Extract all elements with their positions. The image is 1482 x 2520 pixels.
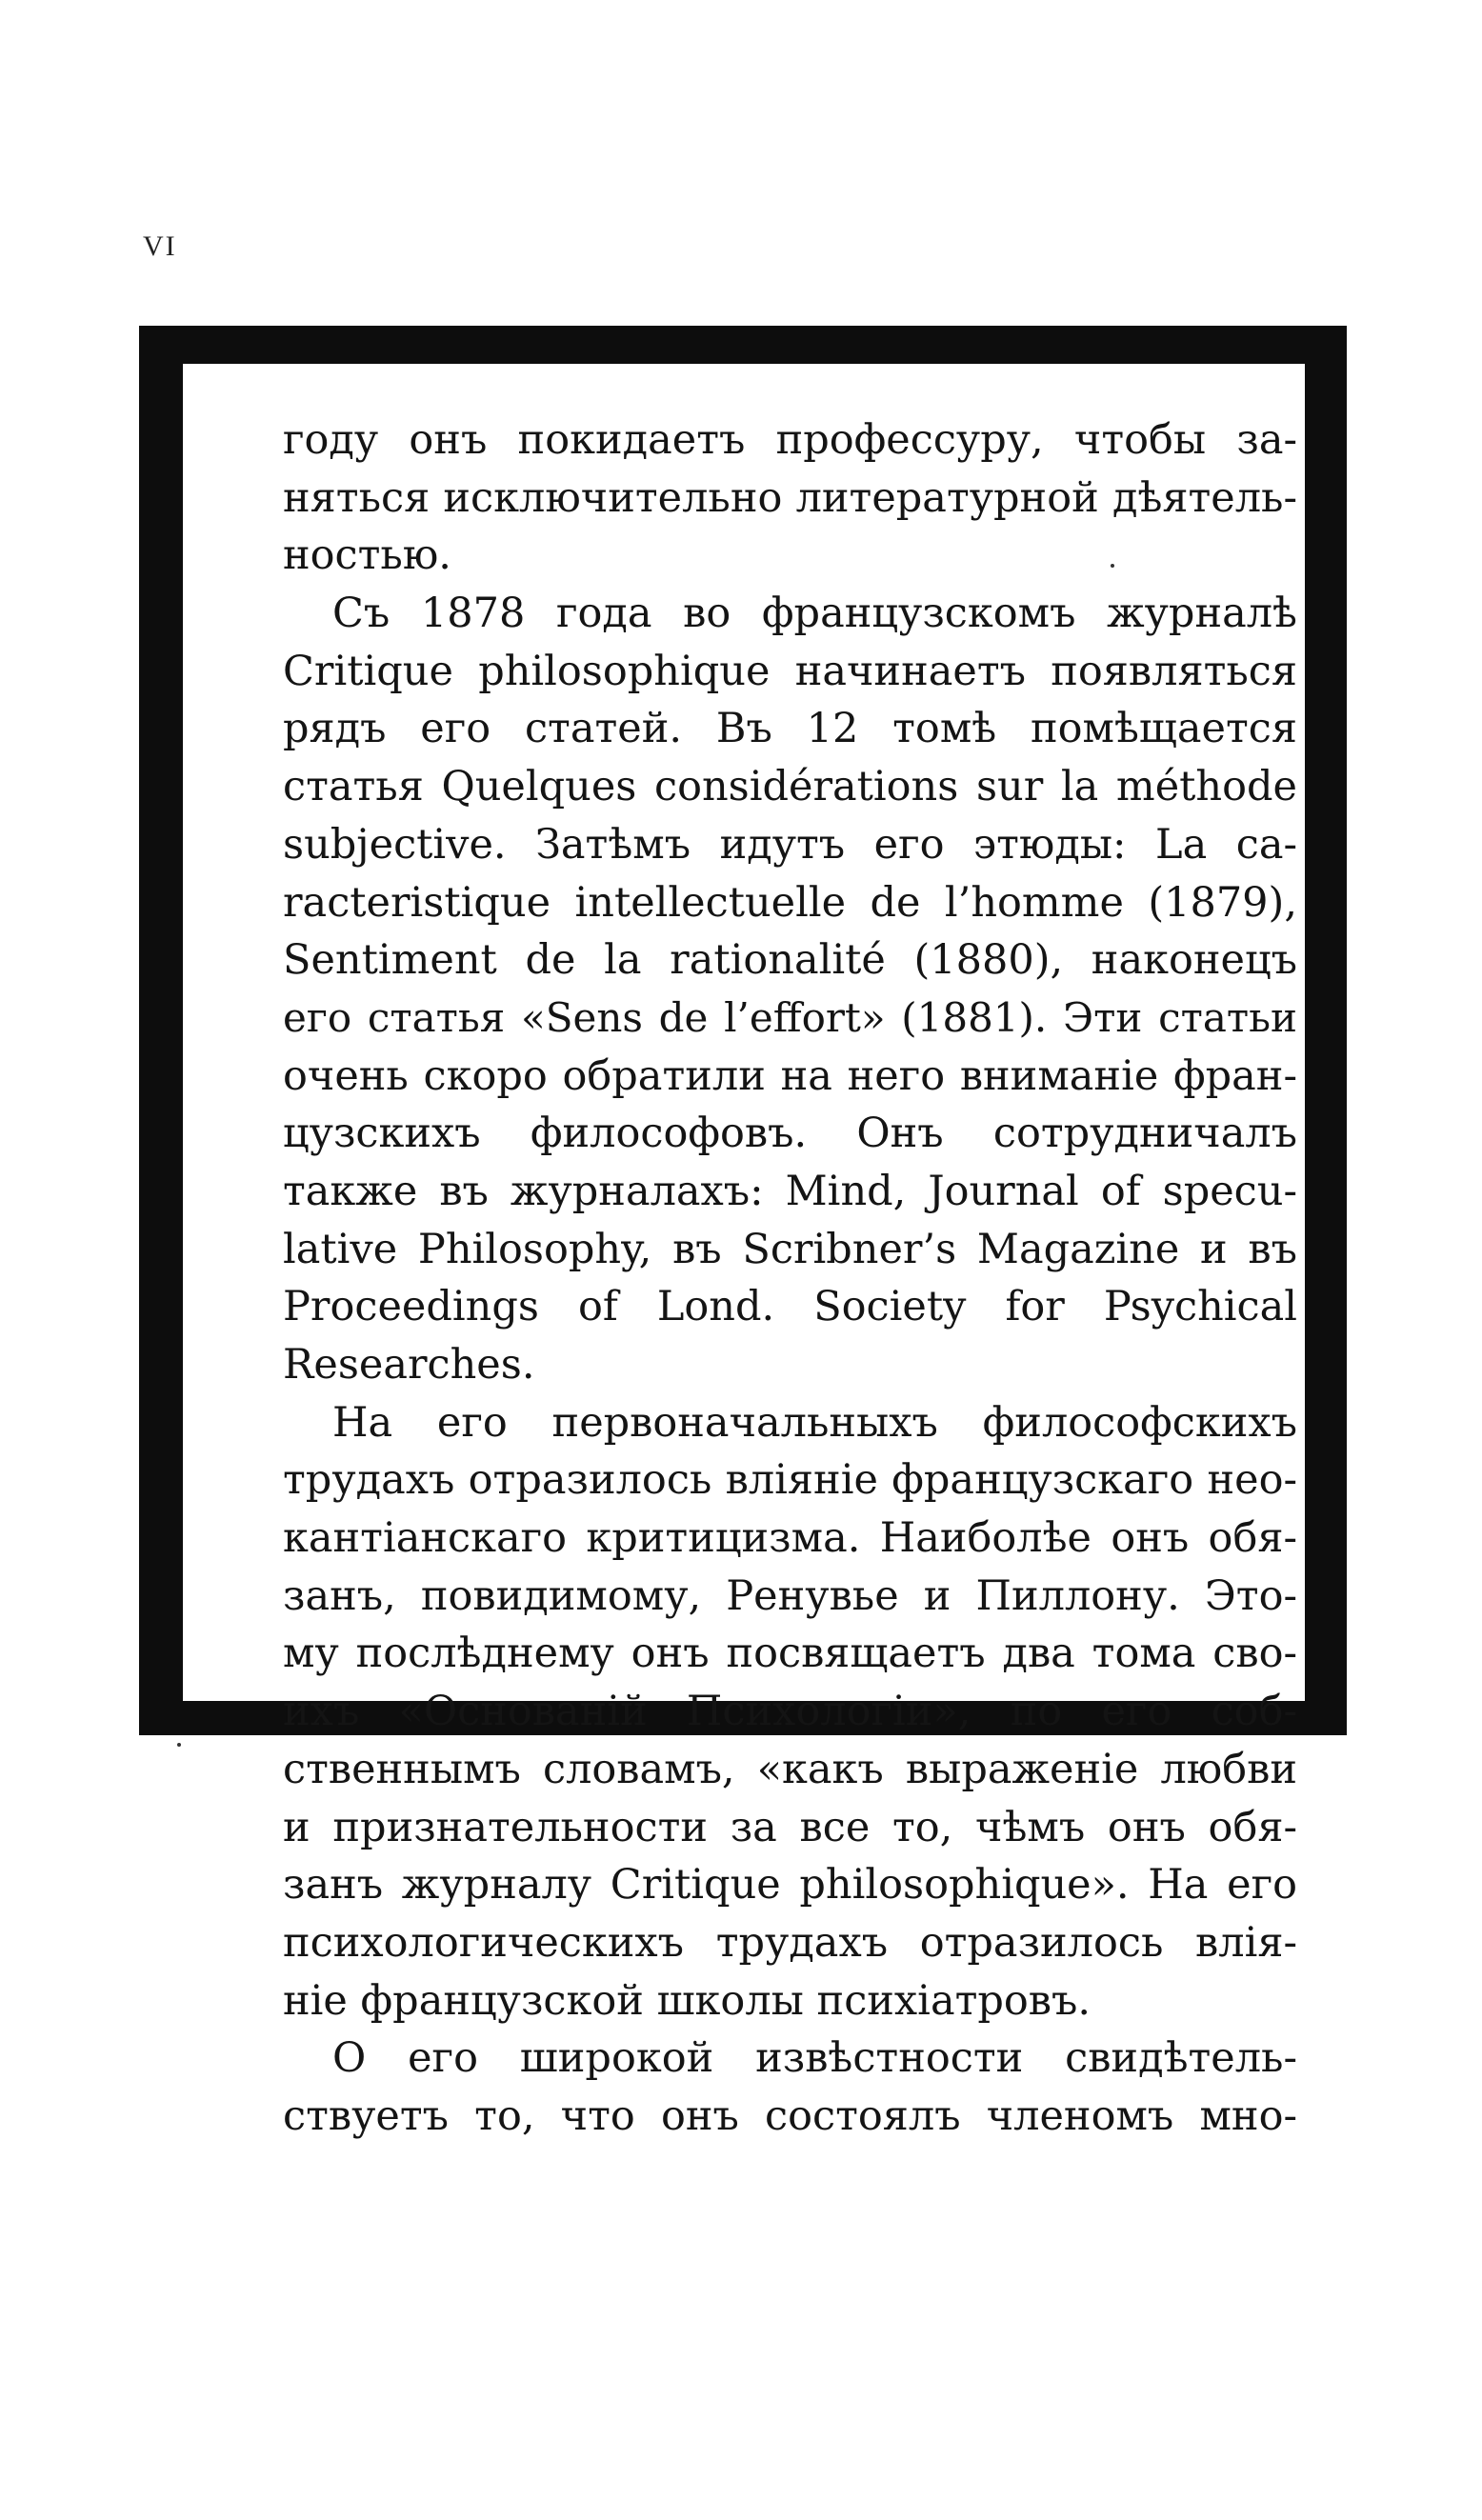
body-text: [283, 411, 1297, 2146]
text-line: году онъ покидаетъ профессуру, чтобы за-: [283, 416, 1297, 464]
text-line: ніе французской школы психіатровъ.: [283, 1976, 1091, 2025]
text-line: ихъ «Основаній Психологіи», по его соб-: [283, 1688, 1297, 1736]
text-line: lative Philosophy, въ Scribner’s Magazine и въ: [283, 1225, 1297, 1273]
print-speck: [1111, 564, 1114, 568]
text-line: Sentiment de la rationalité (1880), наконецъ: [283, 936, 1297, 985]
text-line: рядъ его статей. Въ 12 томѣ помѣщается: [283, 705, 1297, 753]
text-line: занъ журналу Critique philosophique». На его: [283, 1861, 1297, 1910]
text-line: racteristique intellectuelle de l’homme (1879),: [283, 878, 1297, 927]
text-line: О его широкой извѣстности свидѣтель-: [332, 2034, 1297, 2083]
text-line: Researches.: [283, 1341, 535, 1389]
text-line: также въ журналахъ: Mind, Journal of specu-: [283, 1167, 1297, 1215]
text-line: статья Quelques considérations sur la méthode: [283, 763, 1297, 811]
text-line: му послѣднему онъ посвящаетъ два тома сво-: [283, 1630, 1297, 1678]
text-line: его статья «Sens de l’effort» (1881). Эти статьи: [283, 993, 1297, 1041]
text-frame: [139, 326, 1347, 2140]
text-line: Proceedings of Lond. Society for Psychical: [283, 1283, 1297, 1331]
text-line: очень скоро обратили на него вниманіе фран-: [283, 1051, 1297, 1100]
text-line: кантіанскаго критицизма. Наиболѣе онъ обя-: [283, 1514, 1297, 1563]
text-line: цузскихъ философовъ. Онъ сотрудничалъ: [283, 1110, 1297, 1158]
text-line: Съ 1878 года во французскомъ журналѣ: [332, 590, 1297, 638]
text-line: ственнымъ словамъ, «какъ выраженіе любви: [283, 1745, 1297, 1793]
text-line: няться исключительно литературной дѣятель-: [283, 473, 1297, 522]
text-line: На его первоначальныхъ философскихъ: [332, 1398, 1297, 1447]
text-line: и признательности за все то, чѣмъ онъ обя-: [283, 1803, 1297, 1851]
text-line: subjective. Затѣмъ идутъ его этюды: La ca-: [283, 820, 1297, 869]
text-line: занъ, повидимому, Ренувье и Пиллону. Это-: [283, 1571, 1297, 1620]
text-line: ствуетъ то, что онъ состоялъ членомъ мно-: [283, 2091, 1297, 2140]
text-line: трудахъ отразилось вліяніе французскаго нео-: [283, 1456, 1297, 1505]
page-number: VI: [143, 230, 177, 262]
text-line: ностью.: [283, 531, 451, 580]
text-line: Critique philosophique начинаетъ появляться: [283, 647, 1297, 695]
text-line: психологическихъ трудахъ отразилось влія-: [283, 1918, 1297, 1967]
print-speck: [177, 1743, 181, 1747]
